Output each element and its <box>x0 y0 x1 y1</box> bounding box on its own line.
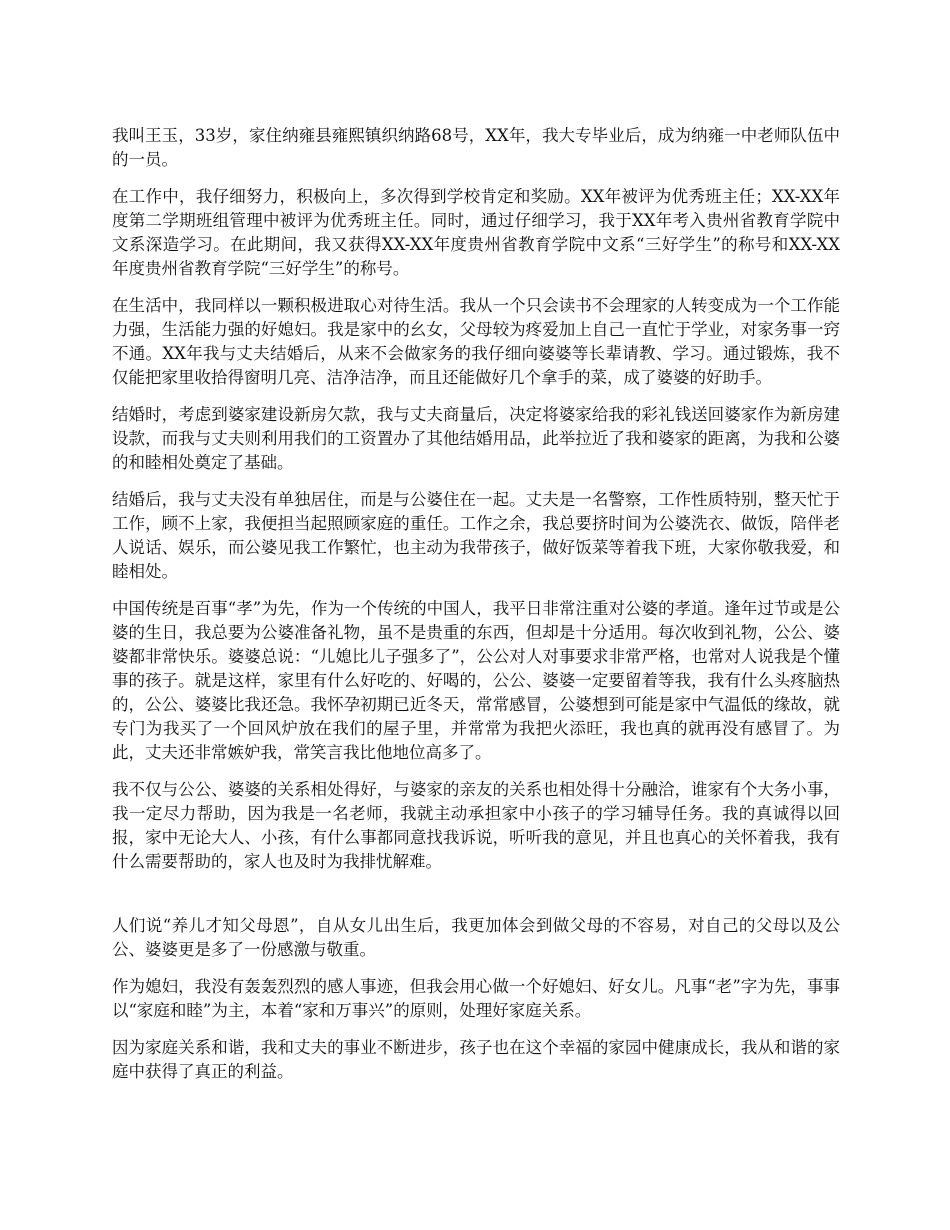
paragraph-after-marriage: 结婚后，我与丈夫没有单独居住，而是与公婆住在一起。丈夫是一名警察，工作性质特别，整天忙于工作，顾不上家，我便担当起照顾家庭的重任。工作之余，我总要挤时间为公婆洗衣、做饭，陪伴老人说话、娱乐，而公婆见我工作繁忙，也主动为我带孩子，做好饭菜等着我下班，大家你敬我爱，和睦相处。 <box>112 490 840 581</box>
paragraph-filial-piety: 中国传统是百事“孝”为先，作为一个传统的中国人，我平日非常注重对公婆的孝道。逢年过节或是公婆的生日，我总要为公婆准备礼物，虽不是贵重的东西，但却是十分适用。每次收到礼物，公公、婆婆都非常快乐。婆婆总说：“儿媳比儿子强多了”，公公对人对事要求非常严格，也常对人说我是个懂事的孩子。就是这样，家里有什么好吃的、好喝的，公公、婆婆一定要留着等我，我有什么头疼脑热的，公公、婆婆比我还急。我怀孕初期已近冬天，常常感冒，公婆想到可能是家中气温低的缘故，就专门为我买了一个回风炉放在我们的屋子里，并常常为我把火添旺，我也真的就再没有感冒了。为此，丈夫还非常嫉妒我，常笑言我比他地位高多了。 <box>112 599 840 762</box>
paragraph-conclusion: 因为家庭关系和谐，我和丈夫的事业不断进步，孩子也在这个幸福的家园中健康成长，我从和谐的家庭中获得了真正的利益。 <box>112 1038 840 1081</box>
document-body <box>112 124 840 1097</box>
paragraph-introduction: 我叫王玉，33岁，家住纳雍县雍熙镇织纳路68号，XX年，我大专毕业后，成为纳雍一中老师队伍中的一员。 <box>112 126 840 169</box>
paragraph-life: 在生活中，我同样以一颗积极进取心对待生活。我从一个只会读书不会理家的人转变成为一个工作能力强，生活能力强的好媳妇。我是家中的幺女，父母较为疼爱加上自己一直忙于学业，对家务事一窍不通。XX年我与丈夫结婚后，从来不会做家务的我仔细向婆婆等长辈请教、学习。通过锻炼，我不仅能把家里收拾得窗明几亮、洁净洁净，而且还能做好几个拿手的菜，成了婆婆的好助手。 <box>112 296 840 387</box>
paragraph-parenthood: 人们说“养儿才知父母恩”，自从女儿出生后，我更加体会到做父母的不容易，对自己的父母以及公公、婆婆更是多了一份感激与敬重。 <box>112 916 840 959</box>
paragraph-work: 在工作中，我仔细努力，积极向上，多次得到学校肯定和奖励。XX年被评为优秀班主任；XX-XX年度第二学期班组管理中被评为优秀班主任。同时，通过仔细学习，我于XX年考入贵州省教育学院中文系深造学习。在此期间，我又获得XX-XX年度贵州省教育学院中文系“三好学生”的称号和XX-XX年度贵州省教育学院“三好学生”的称号。 <box>112 187 840 278</box>
paragraph-marriage: 结婚时，考虑到婆家建设新房欠款，我与丈夫商量后，决定将婆家给我的彩礼钱送回婆家作为新房建设款，而我与丈夫则利用我们的工资置办了其他结婚用品，此举拉近了我和婆家的距离，为我和公婆的和睦相处奠定了基础。 <box>112 405 840 472</box>
paragraph-good-wife: 作为媳妇，我没有轰轰烈烈的感人事迹，但我会用心做一个好媳妇、好女儿。凡事“老”字为先，事事以“家庭和睦”为主，本着“家和万事兴”的原则，处理好家庭关系。 <box>112 977 840 1020</box>
paragraph-relatives: 我不仅与公公、婆婆的关系相处得好，与婆家的亲友的关系也相处得十分融洽，谁家有个大务小事，我一定尽力帮助，因为我是一名老师，我就主动承担家中小孩子的学习辅导任务。我的真诚得以回报，家中无论大人、小孩，有什么事都同意找我诉说，听听我的意见，并且也真心的关怀着我，我有什么需要帮助的，家人也及时为我排忧解难。 <box>112 780 840 871</box>
